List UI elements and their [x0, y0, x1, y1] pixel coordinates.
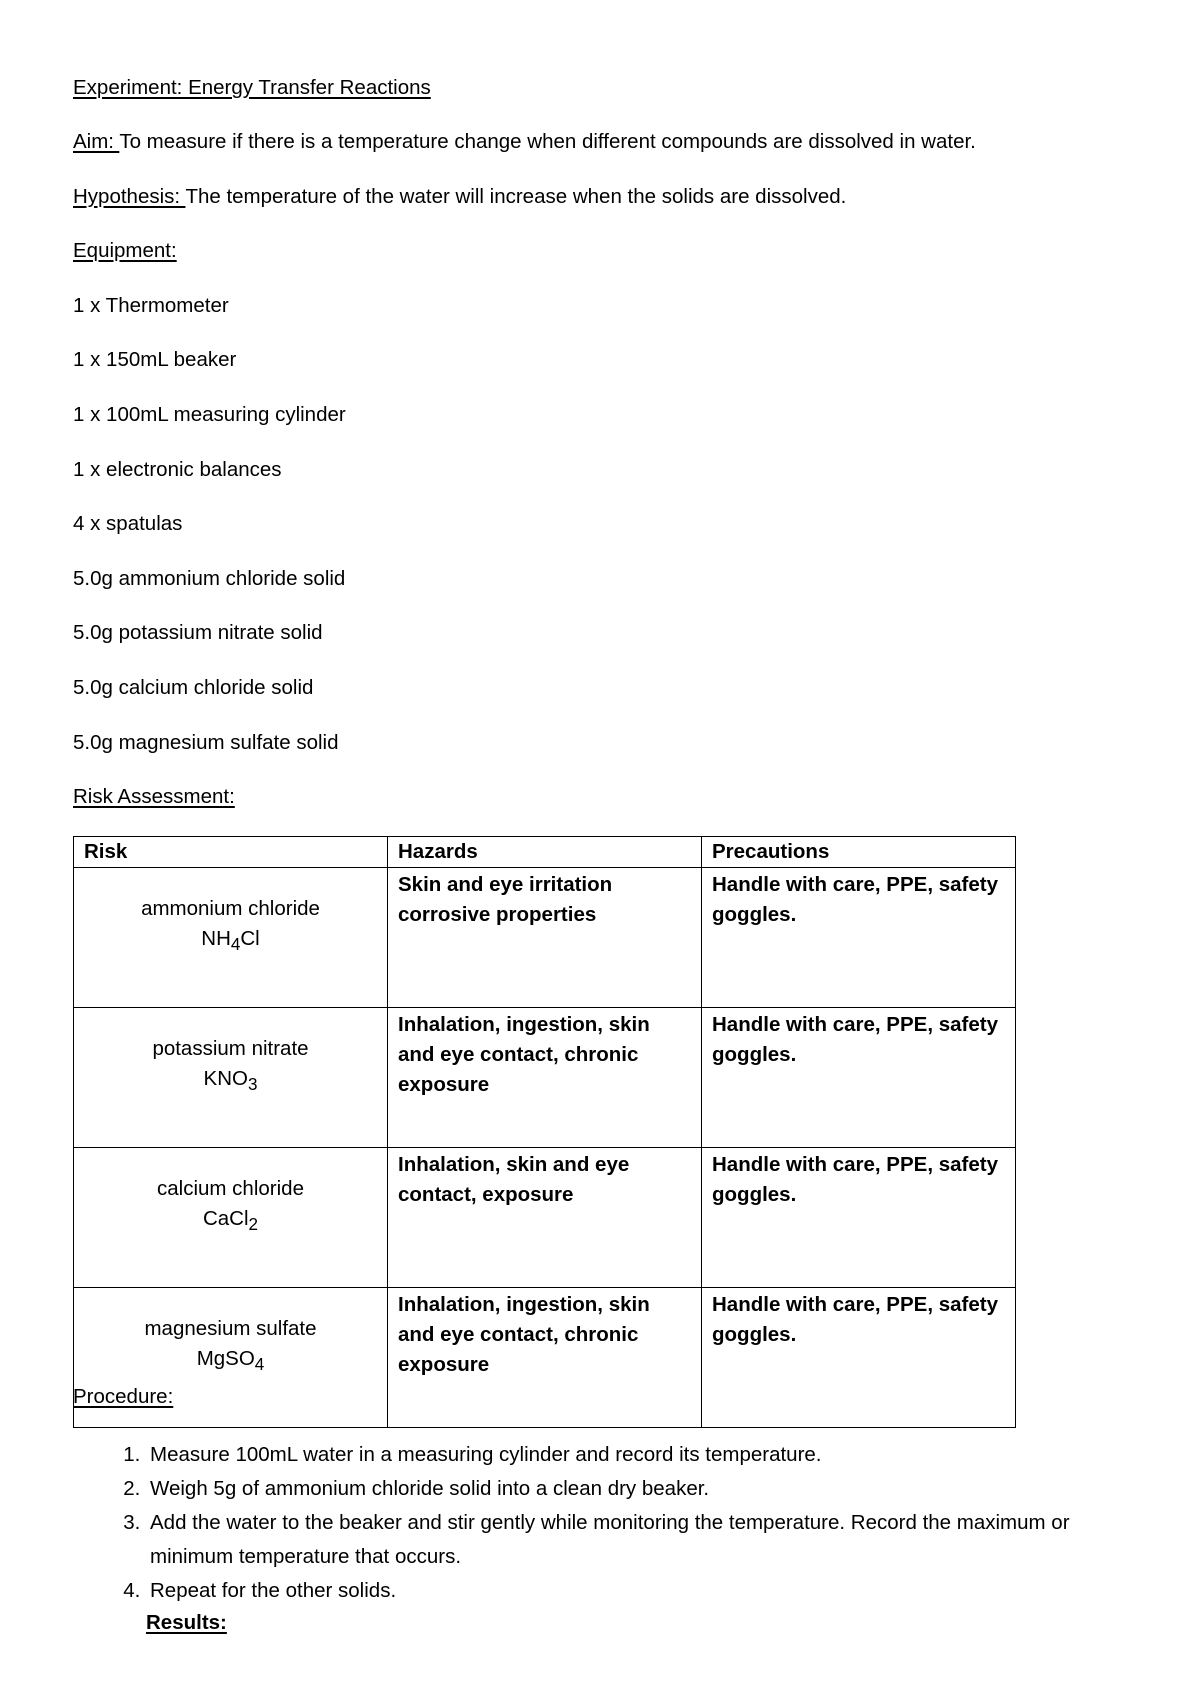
hazards-cell: Inhalation, ingestion, skin and eye contact, chronic exposure: [388, 1288, 702, 1428]
aim-line: [73, 129, 976, 155]
procedure-heading: Procedure:: [73, 1385, 174, 1408]
risk-cell: [74, 1148, 388, 1288]
list-item: 3. Add the water to the beaker and stir gently while monitoring the temperature. Record the maximum or minimum temperature that occurs.: [146, 1506, 1106, 1574]
procedure-list: [108, 1438, 1106, 1608]
equipment-item: 5.0g calcium chloride solid: [73, 676, 314, 699]
hazards-cell: Inhalation, ingestion, skin and eye contact, chronic exposure: [388, 1008, 702, 1148]
equipment-item: 1 x electronic balances: [73, 458, 282, 481]
aim-text: To measure if there is a temperature change when different compounds are dissolved in water.: [119, 130, 976, 153]
column-header-risk: Risk: [74, 837, 388, 868]
equipment-item: 5.0g magnesium sulfate solid: [73, 731, 339, 754]
results-heading: Results:: [146, 1611, 227, 1634]
hypothesis-line: [73, 184, 846, 210]
chemical-name: magnesium sulfate: [144, 1317, 317, 1340]
risk-assessment-heading: Risk Assessment:: [73, 785, 235, 808]
equipment-item: 1 x Thermometer: [73, 294, 229, 317]
precautions-cell: Handle with care, PPE, safety goggles.: [702, 868, 1016, 1008]
chemical-name: ammonium chloride: [141, 897, 320, 920]
chemical-formula: MgSO$_4$: [196, 1347, 265, 1375]
equipment-item: 4 x spatulas: [73, 512, 183, 535]
column-header-precautions: Precautions: [702, 837, 1016, 868]
equipment-heading: Equipment:: [73, 239, 177, 262]
table-row: [74, 868, 1016, 1008]
risk-assessment-table: [73, 836, 1016, 1428]
chemical-name: potassium nitrate: [152, 1037, 309, 1060]
list-item: 1. Measure 100mL water in a measuring cylinder and record its temperature.: [146, 1438, 1106, 1472]
chemical-name: calcium chloride: [157, 1177, 304, 1200]
equipment-item: 1 x 100mL measuring cylinder: [73, 403, 346, 426]
aim-label: Aim:: [73, 130, 120, 153]
list-item: 2. Weigh 5g of ammonium chloride solid into a clean dry beaker.: [146, 1472, 1106, 1506]
table-row: [74, 1008, 1016, 1148]
page-title: Experiment: Energy Transfer Reactions: [73, 76, 431, 99]
chemical-formula: CaCl$_2$: [202, 1207, 259, 1235]
precautions-cell: Handle with care, PPE, safety goggles.: [702, 1288, 1016, 1428]
precautions-cell: Handle with care, PPE, safety goggles.: [702, 1148, 1016, 1288]
equipment-item: 5.0g ammonium chloride solid: [73, 567, 346, 590]
hazards-cell: Inhalation, skin and eye contact, exposure: [388, 1148, 702, 1288]
table-row: [74, 1288, 1016, 1428]
column-header-hazards: Hazards: [388, 837, 702, 868]
chemical-formula: $KNO_3$: [203, 1067, 258, 1095]
list-item: 4. Repeat for the other solids.: [146, 1574, 1106, 1608]
hypothesis-label: Hypothesis:: [73, 185, 186, 208]
table-row: [74, 1148, 1016, 1288]
hazards-cell: Skin and eye irritation corrosive properties: [388, 868, 702, 1008]
equipment-item: 1 x 150mL beaker: [73, 348, 237, 371]
chemical-formula: $NH_4Cl$: [201, 927, 260, 955]
hypothesis-text: The temperature of the water will increase when the solids are dissolved.: [185, 185, 847, 208]
equipment-item: 5.0g potassium nitrate solid: [73, 621, 323, 644]
precautions-cell: Handle with care, PPE, safety goggles.: [702, 1008, 1016, 1148]
table-header-row: [74, 837, 1016, 868]
risk-cell: [74, 1008, 388, 1148]
risk-cell: [74, 868, 388, 1008]
